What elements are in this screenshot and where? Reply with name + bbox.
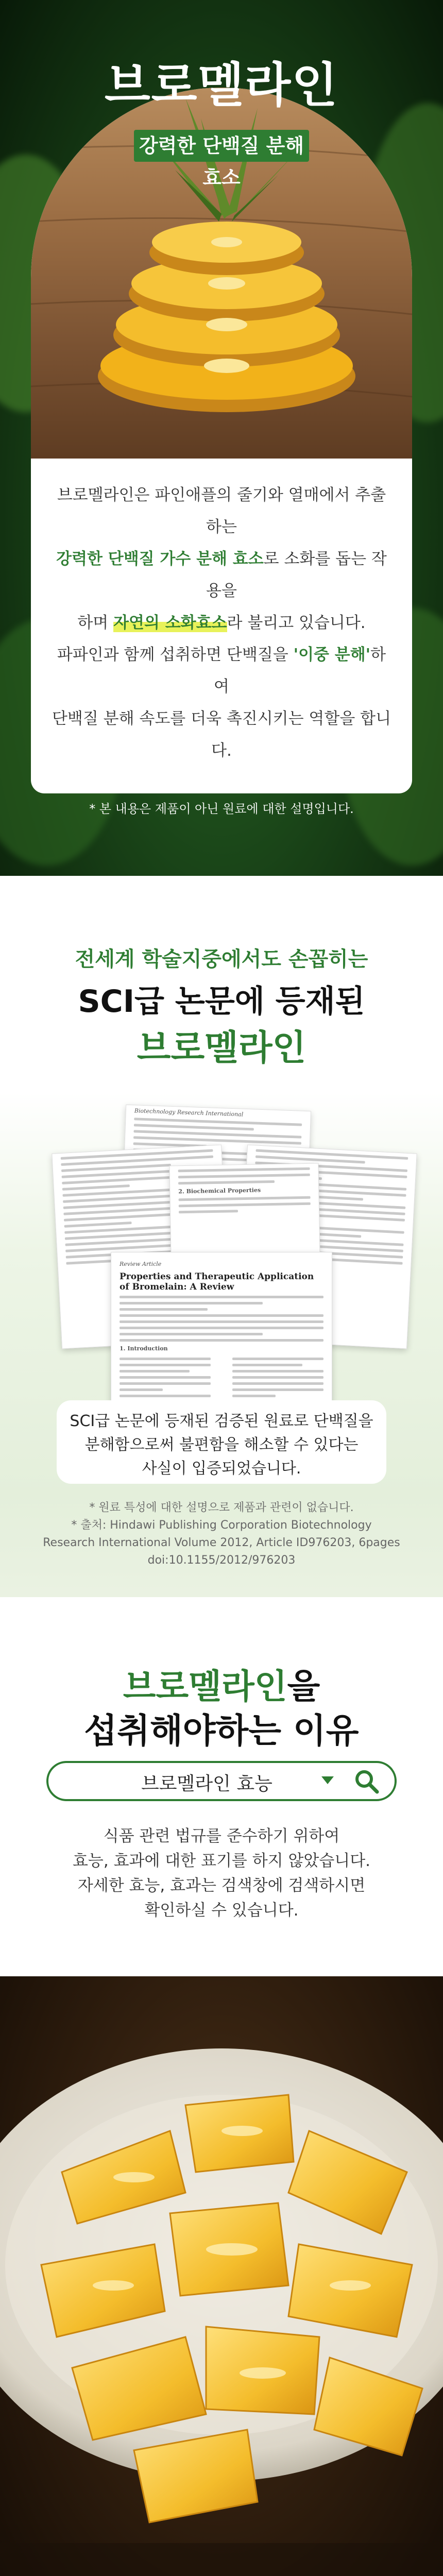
text: 하여 <box>214 646 386 696</box>
reason-desc-line: 자세한 효능, 효과는 검색창에 검색하시면 <box>77 1876 366 1895</box>
sci-ref-line: doi:10.1155/2012/976203 <box>147 1554 296 1567</box>
hero-desc-line <box>52 479 391 543</box>
pineapple-plate-photo <box>0 1976 443 2576</box>
hero-section <box>0 0 443 876</box>
search-bar[interactable] <box>46 1761 397 1801</box>
paper-article-type: Review Article <box>120 1261 162 1267</box>
text: 하며 <box>77 614 114 632</box>
hero-disclaimer: * 본 내용은 제품이 아닌 원료에 대한 설명입니다. <box>89 802 354 816</box>
search-icon[interactable] <box>353 1768 380 1795</box>
text: 단백질 분해 속도를 더욱 촉진시키는 역할을 합니다. <box>52 709 391 760</box>
sci-ref-line: * 출처: Hindawi Publishing Corporation Biotechnology <box>71 1519 372 1532</box>
sci-summary-box <box>57 1400 386 1484</box>
reason-brand: 브로멜라인 <box>123 1667 287 1706</box>
paper-journal: Biotechnology Research International <box>134 1107 244 1118</box>
paper-page-mid <box>169 1163 320 1258</box>
sci-summary-line: 분해함으로써 불편함을 해소할 수 있다는 <box>84 1436 359 1454</box>
hero-title: 브로멜라인 <box>104 58 339 113</box>
sci-refs-block <box>0 1494 443 1597</box>
text: 라 불리고 있습니다. <box>227 614 366 632</box>
hero-desc-line <box>52 543 391 607</box>
sci-ref-line: Research International Volume 2012, Article ID976203, 6pages <box>43 1536 400 1549</box>
paper-intro-heading: 1. Introduction <box>120 1345 168 1352</box>
reason-subheadline: 섭취해야하는 이유 <box>84 1711 359 1751</box>
hero-desc-line <box>52 639 391 703</box>
dropdown-caret-icon[interactable] <box>321 1776 334 1784</box>
reason-section <box>0 1597 443 2576</box>
hero-desc-line <box>52 703 391 767</box>
text: 로 소화를 돕는 작용을 <box>206 550 387 600</box>
sci-references <box>0 1499 443 1569</box>
hero-description <box>52 479 391 767</box>
paper-title: Properties and Therapeutic Application of Bromelain: A Review <box>120 1272 314 1292</box>
text: 파파인과 함께 섭취하면 단백질을 <box>57 646 294 664</box>
sci-headline: SCI급 논문에 등재된 <box>78 984 365 1020</box>
reason-desc-line: 확인하실 수 있습니다. <box>144 1901 299 1920</box>
text: 브로멜라인은 파인애플의 줄기와 열매에서 추출하는 <box>57 486 386 536</box>
reason-headline <box>0 1659 443 1708</box>
reason-desc-line: 식품 관련 법규를 준수하기 위하여 <box>103 1827 340 1845</box>
hero-subtitle-badge: 강력한 단백질 분해 효소 <box>134 130 309 162</box>
search-query[interactable]: 브로멜라인 효능 <box>141 1773 272 1794</box>
pineapple-plate-illustration <box>0 1976 443 2576</box>
hero-desc-line <box>52 607 391 639</box>
reason-desc-line: 효능, 효과에 대한 표기를 하지 않았습니다. <box>72 1852 371 1870</box>
sci-ref-line: * 원료 특성에 대한 설명으로 제품과 관련이 없습니다. <box>89 1501 354 1514</box>
sci-summary-line: SCI급 논문에 등재된 검증된 원료로 단백질을 <box>70 1412 373 1430</box>
sci-section <box>0 876 443 1494</box>
sci-summary-line: 사실이 입증되었습니다. <box>142 1460 301 1478</box>
sci-tagline: 전세계 학술지중에서도 손꼽히는 <box>75 947 368 971</box>
text-highlight: '이중 분해' <box>293 646 371 664</box>
text-highlight: 강력한 단백질 가수 분해 효소 <box>56 550 264 568</box>
sci-brand: 브로멜라인 <box>137 1028 306 1069</box>
reason-headline-suffix: 을 <box>287 1667 320 1706</box>
reason-description <box>0 1824 443 1923</box>
text-marker-highlight: 자연의 소화효소 <box>113 614 227 632</box>
paper-section-title: 2. Biochemical Properties <box>178 1187 261 1195</box>
